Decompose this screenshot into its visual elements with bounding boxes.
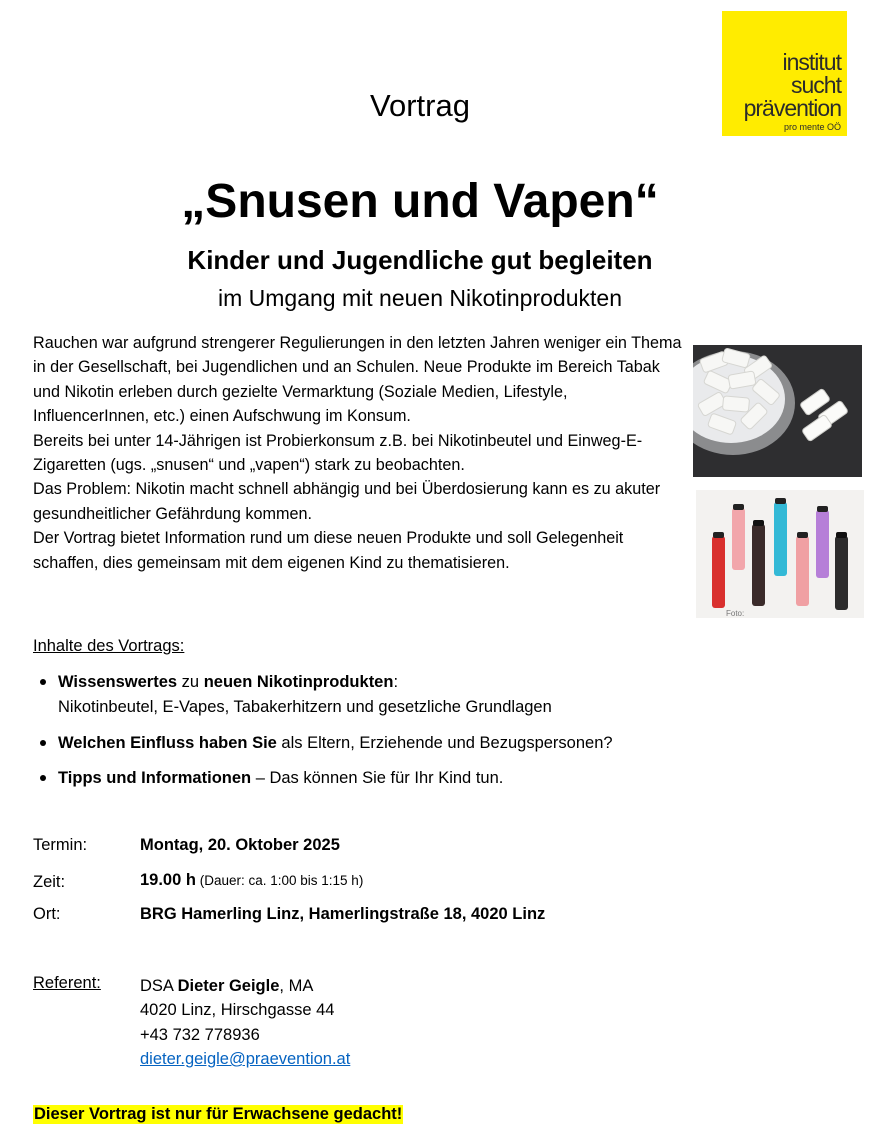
bullet-icon [40,775,46,781]
bullet-text: Nikotinbeutel, E-Vapes, Tabakerhitzern und gesetzliche Grundlagen [58,698,552,716]
location-value: BRG Hamerling Linz, Hamerlingstraße 18, 4020 Linz [140,905,546,923]
page-title: „Snusen und Vapen“ [181,175,659,228]
speaker-phone: +43 732 778936 [140,1025,260,1044]
speaker-title: DSA [140,977,178,995]
intro-text [33,331,683,575]
logo-line-promente: pro mente OÖ [783,122,841,132]
adults-only-notice: Dieser Vortrag ist nur für Erwachsene gedacht! [34,1105,403,1123]
list-item [38,670,678,720]
vapes-illustration [696,490,864,618]
speaker-block [140,974,350,1071]
intro-paragraph: Rauchen war aufgrund strengerer Regulierungen in den letzten Jahren weniger ein Thema in der Gesellschaft, bei Jugendlichen und an Schulen. Neue Produkte im Bereich Tabak und Nikotin erleben durch gezielte Vermarktung (Soziale Medien, Lifestyle, InfluencerInnen, etc.) einen Aufschwung im Konsum. [33,334,682,426]
bullet-icon [40,740,46,746]
speaker-email-link[interactable]: dieter.geigle@praevention.at [140,1049,351,1068]
photo-caption: Foto: [726,609,745,618]
speaker-name-line [140,974,350,998]
speaker-degree: , MA [279,977,314,995]
date-value: Montag, 20. Oktober 2025 [140,836,340,854]
logo-line-institut: institut [782,49,841,75]
bullet-bold: neuen Nikotinprodukten [203,673,394,691]
contents-heading: Inhalte des Vortrags: [33,637,185,655]
time-main: 19.00 h [140,871,196,889]
logo-line-sucht: sucht [791,72,841,98]
subtitle: Kinder und Jugendliche gut begleiten [187,245,653,275]
time-value [140,871,363,890]
time-duration: (Dauer: ca. 1:00 bis 1:15 h) [195,873,364,888]
intro-paragraph: Das Problem: Nikotin macht schnell abhängig und bei Überdosierung kann es zu akuter gesundheitlicher Gefährdung kommen. [33,480,661,523]
speaker-name: Dieter Geigle [177,977,280,995]
list-item [38,766,678,791]
date-label: Termin: [33,836,88,854]
event-type: Vortrag [370,88,470,123]
bullet-text: als Eltern, Erziehende und Bezugspersonen? [276,734,613,752]
speaker-address: 4020 Linz, Hirschgasse 44 [140,1001,335,1020]
intro-paragraph: Bereits bei unter 14-Jährigen ist Probierkonsum z.B. bei Nikotinbeutel und Einweg-E-Zigaretten (ugs. „snusen“ und „vapen“) stark zu beobachten. [33,431,643,475]
subtitle-secondary: im Umgang mit neuen Nikotinprodukten [218,285,622,311]
bullet-icon [40,679,46,685]
nicotine-pouches-photo [693,345,862,477]
vapes-photo [696,490,864,618]
nicotine-pouches-illustration [693,345,862,477]
bullet-bold: Tipps und Informationen [58,769,252,787]
speaker-label: Referent: [33,974,101,992]
bullet-text: : [393,673,399,691]
contents-list [38,670,678,791]
bullet-text: – Das können Sie für Ihr Kind tun. [251,769,504,787]
bullet-text: zu [177,673,204,691]
intro-paragraph: Der Vortrag bietet Information rund um diese neuen Produkte und soll Gelegenheit schaffen, dies gemeinsam mit dem eigenen Kind zu thematisieren. [33,529,624,572]
time-label: Zeit: [33,873,66,891]
bullet-bold: Welchen Einfluss haben Sie [58,734,277,752]
logo-line-praevention: prävention [743,95,841,121]
location-label: Ort: [33,905,61,923]
list-item [38,731,678,756]
bullet-bold: Wissenswertes [58,673,178,691]
